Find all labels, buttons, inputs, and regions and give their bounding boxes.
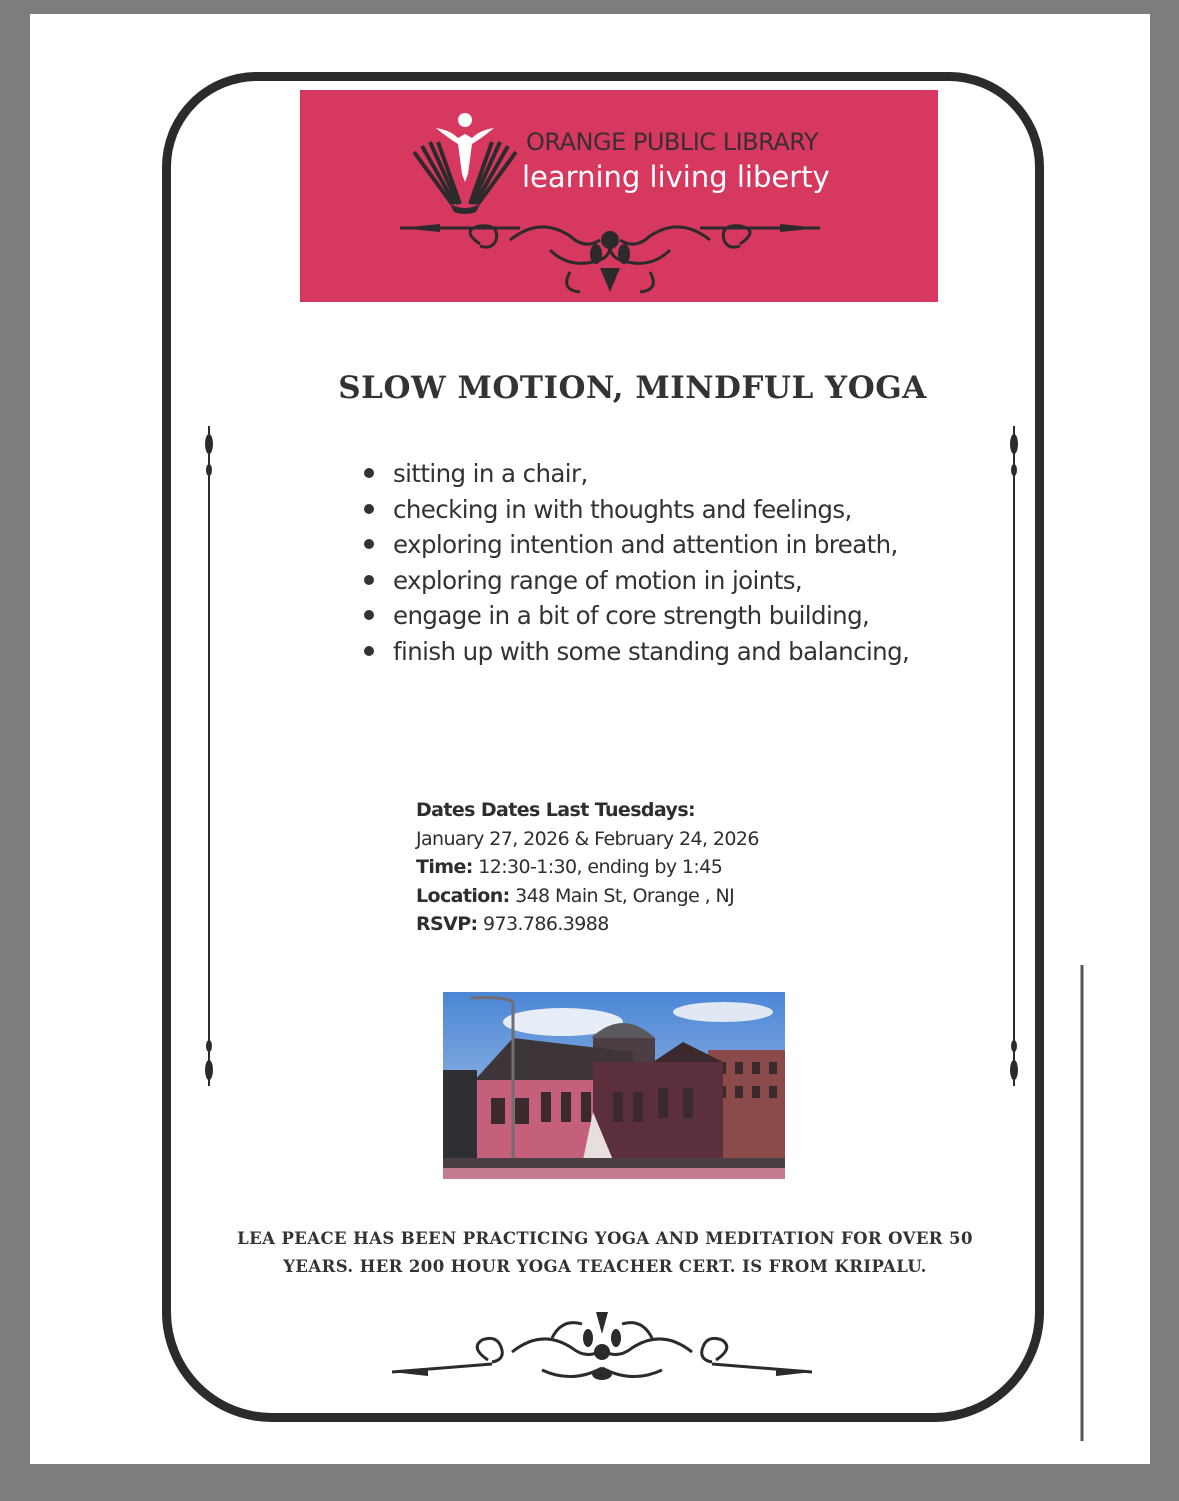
location-label: Location: [416, 884, 510, 907]
rsvp-label: RSVP: [416, 913, 478, 935]
flourish-divider-icon [392, 1308, 812, 1393]
bullet-icon [364, 468, 374, 478]
list-item: exploring range of motion in joints, [360, 563, 920, 599]
bullet-icon [364, 539, 374, 549]
time-value: 12:30-1:30, ending by 1:45 [478, 856, 723, 878]
bullet-icon [364, 575, 374, 585]
list-item: checking in with thoughts and feelings, [360, 492, 920, 528]
library-tagline: learning living liberty [522, 160, 830, 194]
left-decorative-line-icon [202, 426, 216, 1086]
dates-label: Dates Dates Last Tuesdays: [416, 799, 696, 821]
bullet-icon [364, 504, 374, 514]
rsvp-value: 973.786.3988 [483, 913, 609, 935]
activity-list [360, 456, 920, 669]
bullet-icon [364, 646, 374, 656]
location-value: 348 Main St, Orange , NJ [515, 884, 735, 907]
library-name: ORANGE PUBLIC LIBRARY [526, 128, 819, 156]
library-building-photo [443, 992, 785, 1179]
bullet-icon [364, 610, 374, 620]
event-details [416, 796, 759, 939]
right-decorative-line-icon [1007, 426, 1021, 1086]
list-item: sitting in a chair, [360, 456, 920, 492]
scan-edge-line [1077, 965, 1087, 1441]
rounded-border-frame [162, 72, 1044, 1422]
list-item: exploring intention and attention in breath, [360, 527, 920, 563]
instructor-bio: LEA PEACE HAS BEEN PRACTICING YOGA AND MEDITATION FOR OVER 50 YEARS. HER 200 HOUR YOGA TEACHER CERT. IS FROM KRIPALU. [237, 1229, 973, 1276]
event-title: SLOW MOTION, MINDFUL YOGA [338, 370, 927, 406]
time-label: Time: [416, 856, 473, 878]
list-item: finish up with some standing and balancing, [360, 634, 920, 670]
list-item: engage in a bit of core strength building, [360, 598, 920, 634]
dates-value: January 27, 2026 & February 24, 2026 [416, 827, 759, 850]
